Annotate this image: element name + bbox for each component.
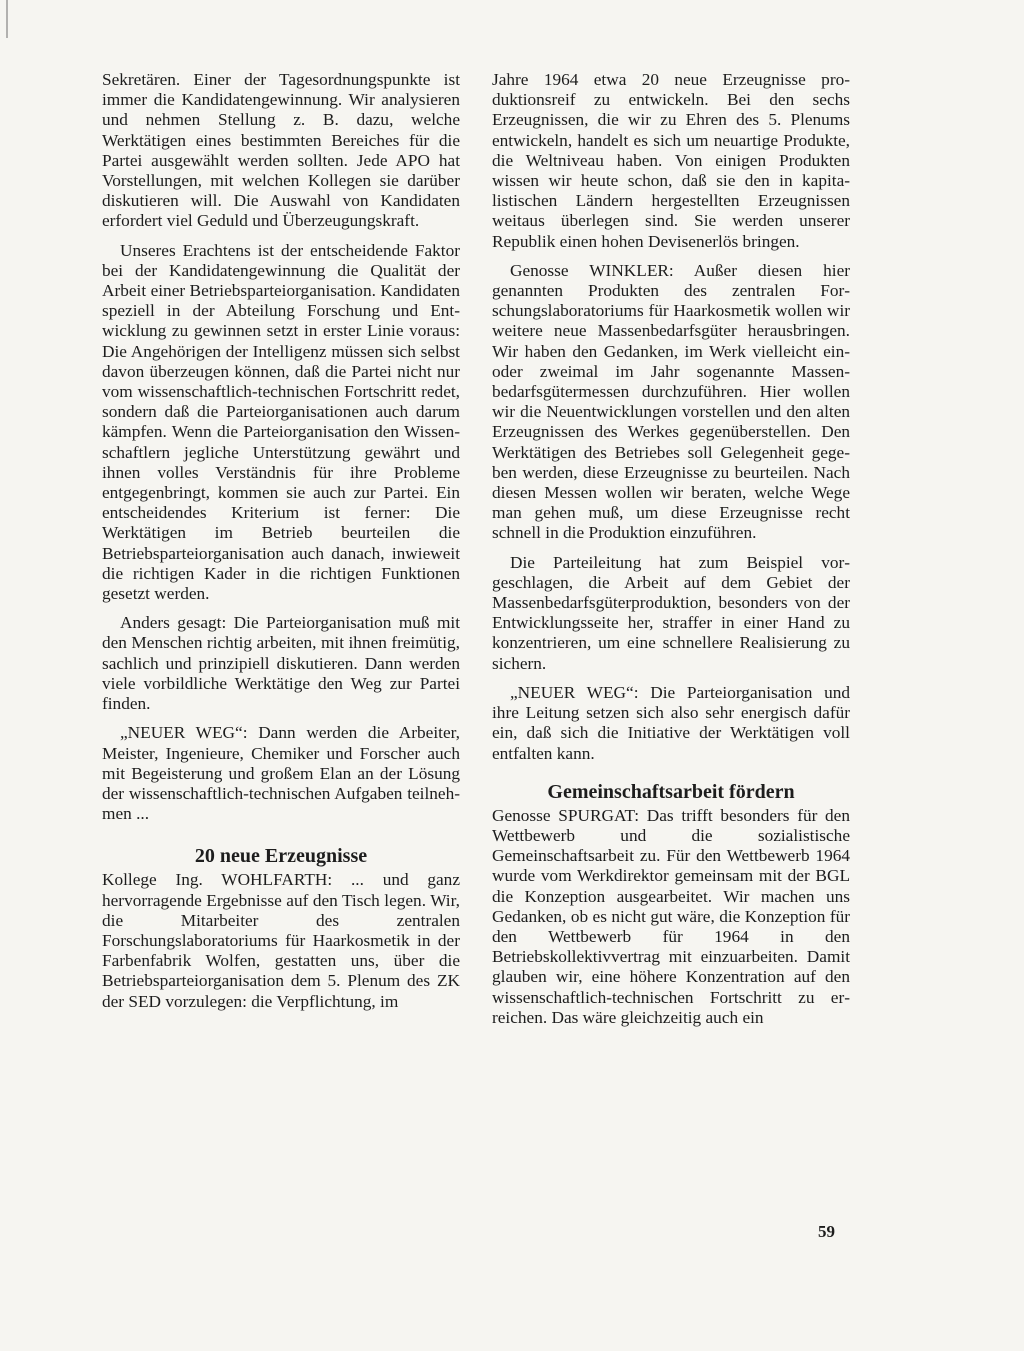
paragraph: „NEUER WEG“: Dann werden die Arbeiter, Meister, Ingenieure, Chemiker und Forscher auch mit Begeisterung und großem Elan an der Lösung der wissenschaftlich-technischen Aufgaben teilnehmen ... xyxy=(102,723,460,824)
paragraph: Genosse WINKLER: Außer diesen hier genannten Produkten des zentralen Forschungslaboratoriums für Haarkosmetik wollen wir weitere neue Massenbedarfsgüter herausbringen. Wir haben den Gedanken, im Werk vielleicht ein- oder zweimal im Jahr sogenannte Massenbedarfsgütermessen durchzuführen. Hier wollen wir die Neuentwicklungen vorstellen und den alten Erzeugnissen des Werkes gegenüberstellen. Den Werktätigen des Betriebes soll Gelegenheit gegeben werden, diese Erzeugnisse zu beurteilen. Nach diesen Messen wollen wir beraten, welche Wege man gehen muß, um diese Erzeugnisse recht schnell in die Produktion einzuführen. xyxy=(492,260,850,543)
right-column xyxy=(492,70,850,1037)
paragraph: Jahre 1964 etwa 20 neue Erzeugnisse produktionsreif zu entwickeln. Bei den sechs Erzeugnissen, die wir zu Ehren des 5. Plenums entwickeln, handelt es sich um neuartige Produkte, die Weltniveau haben. Von einigen Produkten wissen wir heute schon, daß sie den in kapitalistischen Ländern hergestellten Erzeugnissen weitaus überlegen sind. Sie werden unserer Republik einen hohen Devisenerlös bringen. xyxy=(492,70,850,251)
paragraph: Die Parteileitung hat zum Beispiel vorgeschlagen, die Arbeit auf dem Gebiet der Massenbedarfsgüterproduktion, besonders von der Entwicklungsseite her, straffer in einer Hand zu konzentrieren, um eine schnellere Realisierung zu sichern. xyxy=(492,552,850,673)
paragraph: Unseres Erachtens ist der entscheidende Faktor bei der Kandidatengewinnung die Qualität der Arbeit einer Betriebsparteiorganisation. Kandidaten speziell in der Abteilung Forschung und Entwicklung zu gewinnen setzt in erster Linie voraus: Die Angehörigen der Intelligenz müssen sich selbst davon überzeugen können, daß die Partei nicht nur vom wissenschaftlich-technischen Fortschritt redet, sondern daß die Parteiorganisationen auch darum kämpfen. Wenn die Parteiorganisation den Wissenschaftlern jegliche Unterstützung gewährt und ihnen volles Verständnis für ihre Probleme entgegenbringt, kommen sie auch zur Partei. Ein entscheidendes Kriterium ist ferner: Die Werktätigen im Betrieb beurteilen die Betriebsparteiorganisation auch danach, inwieweit die richtigen Kader in die richtigen Funktionen gesetzt werden. xyxy=(102,240,460,604)
section-heading: Gemeinschaftsarbeit fördern xyxy=(547,780,795,803)
page-number: 59 xyxy=(818,1222,835,1241)
left-column xyxy=(102,70,460,1021)
paragraph: „NEUER WEG“: Die Parteiorganisation und ihre Leitung setzen sich also sehr energisch dafür ein, daß sich die Initiative der Werktätigen voll entfalten kann. xyxy=(492,682,850,763)
paragraph: Anders gesagt: Die Parteiorganisation muß mit den Menschen richtig arbeiten, mit ihnen freimütig, sachlich und prinzipiell diskutieren. Dann werden viele vorbildliche Werktätige den Weg zur Partei finden. xyxy=(102,613,460,714)
section-heading: 20 neue Erzeugnisse xyxy=(194,845,368,868)
paragraph: Sekretären. Einer der Tagesordnungspunkte ist immer die Kandidatengewinnung. Wir analysieren und nehmen Stellung z. B. dazu, welche Werktätigen eines bestimmten Bereiches für die Partei ausgewählt werden sollten. Jede APO hat Vorstellungen, mit welchen Kollegen sie darüber diskutieren will. Die Auswahl von Kandidaten erfordert viel Geduld und Überzeugungskraft. xyxy=(102,70,460,231)
scan-edge-mark xyxy=(6,0,8,38)
paragraph: Genosse SPURGAT: Das trifft besonders für den Wettbewerb und die sozialistische Gemeinschaftsarbeit zu. Für den Wettbewerb 1964 wurde vom Werkdirektor gemeinsam mit der BGL die Konzeption ausgearbeitet. Wir machen uns Gedanken, ob es nicht gut wäre, die Konzeption für den Wettbewerb für 1964 in den Betriebskollektivvertrag mit einzuarbeiten. Damit glauben wir, eine höhere Konzentration auf den wissenschaftlich-technischen Fortschritt zu erreichen. Das wäre gleichzeitig auch ein xyxy=(492,805,850,1027)
paragraph: Kollege Ing. WOHLFARTH: ... und ganz hervorragende Ergebnisse auf den Tisch legen. Wir, die Mitarbeiter des zentralen Forschungslaboratoriums für Haarkosmetik in der Farbenfabrik Wolfen, gestatten uns, über die Betriebsparteiorganisation dem 5. Plenum des ZK der SED vorzulegen: die Verpflichtung, im xyxy=(102,870,460,1011)
